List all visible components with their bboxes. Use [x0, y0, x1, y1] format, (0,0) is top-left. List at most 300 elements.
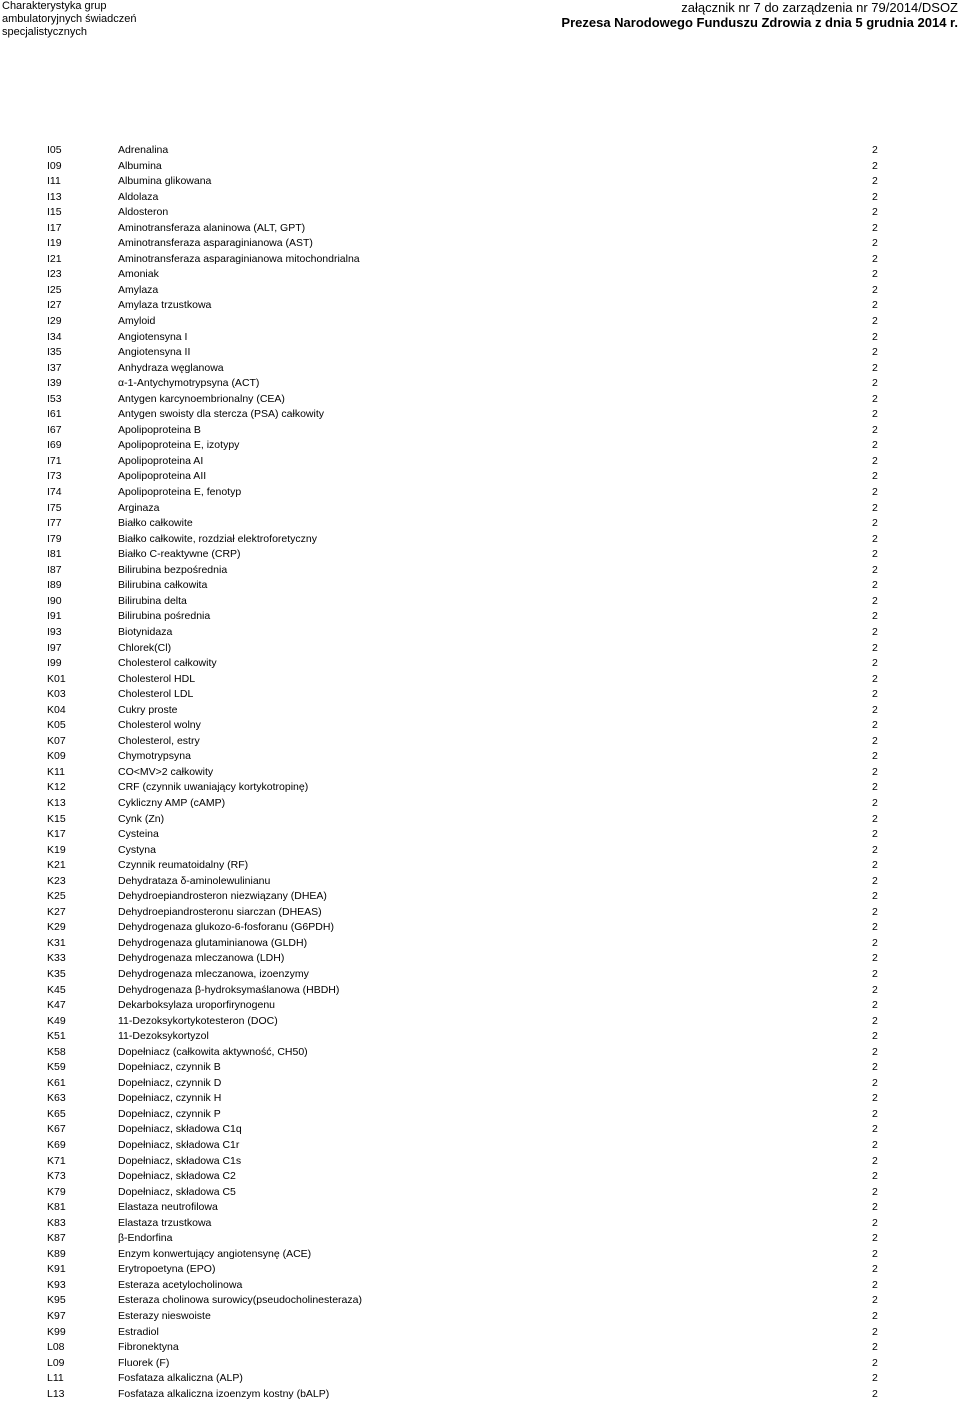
item-code: K23 [47, 874, 66, 887]
item-name: Amylaza trzustkowa [118, 299, 212, 312]
item-code: K04 [47, 703, 66, 716]
list-item [0, 874, 960, 890]
item-code: K83 [47, 1216, 66, 1229]
list-item [0, 998, 960, 1014]
item-code: K99 [47, 1325, 66, 1338]
item-value: 2 [872, 206, 878, 219]
item-name: Albumina [118, 159, 162, 172]
item-code: I37 [47, 361, 62, 374]
item-value: 2 [872, 1278, 878, 1291]
list-item [0, 594, 960, 610]
item-name: Cystyna [118, 843, 156, 856]
item-value: 2 [872, 377, 878, 390]
item-code: K93 [47, 1278, 66, 1291]
item-value: 2 [872, 828, 878, 841]
list-item [0, 190, 960, 206]
item-value: 2 [872, 346, 878, 359]
item-name: Dopełniacz, czynnik D [118, 1076, 222, 1089]
list-item [0, 796, 960, 812]
item-value: 2 [872, 610, 878, 623]
list-item [0, 1387, 960, 1403]
item-code: K45 [47, 983, 66, 996]
item-value: 2 [872, 1310, 878, 1323]
item-value: 2 [872, 625, 878, 638]
list-item [0, 314, 960, 330]
item-value: 2 [872, 1123, 878, 1136]
list-item [0, 454, 960, 470]
item-code: I17 [47, 221, 62, 234]
item-code: K01 [47, 672, 66, 685]
item-code: I25 [47, 283, 62, 296]
list-item [0, 672, 960, 688]
list-item [0, 330, 960, 346]
item-code: K58 [47, 1045, 66, 1058]
item-name: Apolipoproteina E, fenotyp [118, 486, 242, 499]
item-code: K27 [47, 905, 66, 918]
item-code: I15 [47, 206, 62, 219]
item-name: Białko całkowite [118, 517, 193, 530]
item-code: I29 [47, 315, 62, 328]
item-value: 2 [872, 330, 878, 343]
item-value: 2 [872, 423, 878, 436]
list-item [0, 858, 960, 874]
list-item [0, 625, 960, 641]
list-item [0, 205, 960, 221]
item-name: Aminotransferaza alaninowa (ALT, GPT) [118, 221, 306, 234]
item-name: Apolipoproteina B [118, 423, 201, 436]
item-name: Czynnik reumatoidalny (RF) [118, 859, 249, 872]
list-item [0, 734, 960, 750]
item-name: β-Endorfina [118, 1232, 173, 1245]
item-code: L13 [47, 1387, 65, 1400]
item-value: 2 [872, 921, 878, 934]
item-name: Dehydrogenaza β-hydroksymaślanowa (HBDH) [118, 983, 340, 996]
item-value: 2 [872, 439, 878, 452]
list-item [0, 159, 960, 175]
list-item [0, 765, 960, 781]
list-item [0, 1371, 960, 1387]
item-name: 11-Dezoksykortyzol [118, 1030, 209, 1043]
item-value: 2 [872, 1092, 878, 1105]
item-name: Cholesterol LDL [118, 688, 194, 701]
list-item [0, 563, 960, 579]
item-value: 2 [872, 936, 878, 949]
item-name: Dehydroepiandrosteronu siarczan (DHEAS) [118, 905, 322, 918]
item-code: K49 [47, 1014, 66, 1027]
item-code: K81 [47, 1201, 66, 1214]
item-code: I19 [47, 237, 62, 250]
item-code: K61 [47, 1076, 66, 1089]
annex-reference: załącznik nr 7 do zarządzenia nr 79/2014/DSOZ [681, 0, 958, 15]
list-item [0, 951, 960, 967]
item-name: Dekarboksylaza uroporfirynogenu [118, 999, 276, 1012]
item-value: 2 [872, 1356, 878, 1369]
item-name: Dehydrogenaza mleczanowa (LDH) [118, 952, 285, 965]
item-name: Albumina glikowana [118, 175, 212, 188]
list-item [0, 687, 960, 703]
item-value: 2 [872, 563, 878, 576]
item-code: I73 [47, 470, 62, 483]
item-code: I99 [47, 657, 62, 670]
item-value: 2 [872, 1185, 878, 1198]
item-name: Dopełniacz, czynnik H [118, 1092, 222, 1105]
item-name: Angiotensyna II [118, 346, 191, 359]
item-name: Dopełniacz, składowa C1r [118, 1139, 240, 1151]
list-item [0, 889, 960, 905]
item-code: I23 [47, 268, 62, 281]
list-item [0, 1060, 960, 1076]
document-header-right [561, 0, 958, 30]
item-code: K33 [47, 952, 66, 965]
item-name: Apolipoproteina AII [118, 470, 207, 483]
item-code: K87 [47, 1232, 66, 1245]
item-value: 2 [872, 1372, 878, 1385]
list-item [0, 812, 960, 828]
item-code: K47 [47, 999, 66, 1012]
item-name: Dopełniacz, czynnik B [118, 1061, 221, 1074]
item-name: Apolipoproteina AI [118, 454, 204, 467]
item-code: L08 [47, 1341, 65, 1354]
list-item [0, 1185, 960, 1201]
item-name: 11-Dezoksykortykotesteron (DOC) [118, 1014, 278, 1027]
item-value: 2 [872, 470, 878, 483]
item-code: K67 [47, 1123, 66, 1136]
item-name: Amyloid [118, 315, 156, 328]
item-code: K91 [47, 1263, 66, 1276]
list-item [0, 780, 960, 796]
list-item [0, 221, 960, 237]
item-value: 2 [872, 905, 878, 918]
item-name: Amoniak [118, 268, 159, 281]
item-value: 2 [872, 190, 878, 203]
list-item [0, 936, 960, 952]
item-name: Adrenalina [118, 144, 169, 156]
item-code: K35 [47, 967, 66, 980]
item-name: Antygen karcynoembrionalny (CEA) [118, 392, 285, 405]
item-code: I67 [47, 423, 62, 436]
item-name: Esterazy nieswoiste [118, 1310, 211, 1323]
list-item [0, 1247, 960, 1263]
item-value: 2 [872, 1061, 878, 1074]
item-name: Aminotransferaza asparaginianowa (AST) [118, 237, 313, 250]
item-code: K05 [47, 719, 66, 732]
item-value: 2 [872, 983, 878, 996]
item-code: K19 [47, 843, 66, 856]
item-code: K65 [47, 1107, 66, 1120]
list-item [0, 143, 960, 159]
item-value: 2 [872, 1170, 878, 1183]
item-name: Elastaza neutrofilowa [118, 1201, 218, 1214]
item-name: Dopełniacz, składowa C1s [118, 1154, 242, 1167]
list-item [0, 1216, 960, 1232]
item-code: I39 [47, 377, 62, 390]
item-value: 2 [872, 1154, 878, 1167]
item-name: Elastaza trzustkowa [118, 1216, 212, 1229]
item-name: Cysteina [118, 828, 159, 841]
list-item [0, 547, 960, 563]
item-name: Antygen swoisty dla stercza (PSA) całkowity [118, 408, 324, 421]
item-code: I77 [47, 517, 62, 530]
item-code: K11 [47, 765, 65, 778]
list-item [0, 1356, 960, 1372]
item-name: Chymotrypsyna [118, 750, 191, 763]
item-code: I35 [47, 346, 62, 359]
item-value: 2 [872, 1232, 878, 1245]
item-name: Anhydraza węglanowa [118, 361, 224, 374]
list-item [0, 1293, 960, 1309]
list-item [0, 532, 960, 548]
item-name: Dopełniacz, czynnik P [118, 1107, 221, 1120]
item-code: K31 [47, 936, 66, 949]
list-item [0, 438, 960, 454]
list-item [0, 843, 960, 859]
item-name: Fibronektyna [118, 1341, 179, 1354]
item-code: I93 [47, 625, 62, 638]
list-item [0, 423, 960, 439]
item-value: 2 [872, 532, 878, 545]
item-value: 2 [872, 579, 878, 592]
list-item [0, 827, 960, 843]
item-name: Dehydrogenaza glutaminianowa (GLDH) [118, 936, 308, 949]
item-value: 2 [872, 1216, 878, 1229]
item-code: I53 [47, 392, 62, 405]
item-value: 2 [872, 268, 878, 281]
header-left-line: ambulatoryjnych świadczeń [2, 13, 137, 25]
item-code: I13 [47, 190, 62, 203]
header-left-line: specjalistycznych [2, 26, 87, 38]
list-item [0, 407, 960, 423]
item-value: 2 [872, 548, 878, 561]
item-code: I89 [47, 579, 62, 592]
list-item [0, 267, 960, 283]
item-code: K89 [47, 1247, 66, 1260]
item-code: I81 [47, 548, 62, 561]
item-code: K95 [47, 1294, 66, 1307]
item-value: 2 [872, 734, 878, 747]
item-value: 2 [872, 967, 878, 980]
list-item [0, 1325, 960, 1341]
item-value: 2 [872, 999, 878, 1012]
item-code: I11 [47, 175, 61, 188]
item-code: K12 [47, 781, 66, 794]
list-item [0, 485, 960, 501]
item-name: Estradiol [118, 1325, 159, 1338]
item-name: Aldosteron [118, 206, 169, 219]
item-name: Cholesterol HDL [118, 672, 196, 685]
item-code: K51 [47, 1030, 66, 1043]
item-name: Esteraza cholinowa surowicy(pseudocholinesteraza) [118, 1294, 362, 1307]
item-code: K63 [47, 1092, 66, 1105]
item-code: I97 [47, 641, 62, 654]
item-code: K17 [47, 828, 66, 841]
item-value: 2 [872, 641, 878, 654]
item-code: K71 [47, 1154, 66, 1167]
item-value: 2 [872, 144, 878, 156]
item-name: Fosfataza alkaliczna (ALP) [118, 1372, 243, 1385]
item-name: Aminotransferaza asparaginianowa mitochondrialna [118, 252, 360, 265]
item-name: Erytropoetyna (EPO) [118, 1263, 216, 1276]
item-value: 2 [872, 252, 878, 265]
item-name: Amylaza [118, 283, 159, 296]
list-item [0, 1340, 960, 1356]
list-item [0, 578, 960, 594]
item-code: L09 [47, 1356, 65, 1369]
item-code: I71 [47, 454, 62, 467]
item-name: Angiotensyna I [118, 330, 188, 343]
item-value: 2 [872, 159, 878, 172]
item-name: Enzym konwertujący angiotensynę (ACE) [118, 1247, 312, 1260]
item-name: Chlorek(Cl) [118, 641, 172, 654]
item-name: Apolipoproteina E, izotypy [118, 439, 240, 452]
list-item [0, 983, 960, 999]
item-value: 2 [872, 812, 878, 825]
item-value: 2 [872, 657, 878, 670]
list-item [0, 298, 960, 314]
item-value: 2 [872, 1325, 878, 1338]
procedure-list [0, 143, 960, 1402]
list-item [0, 1231, 960, 1247]
item-code: I87 [47, 563, 62, 576]
item-code: L11 [47, 1372, 64, 1385]
item-code: I91 [47, 610, 62, 623]
item-name: Cholesterol, estry [118, 734, 200, 747]
list-item [0, 345, 960, 361]
item-value: 2 [872, 859, 878, 872]
item-code: I69 [47, 439, 62, 452]
item-name: Cykliczny AMP (cAMP) [118, 796, 226, 809]
item-value: 2 [872, 175, 878, 188]
list-item [0, 516, 960, 532]
item-code: K07 [47, 734, 66, 747]
item-code: I05 [47, 144, 62, 156]
item-value: 2 [872, 1387, 878, 1400]
item-value: 2 [872, 361, 878, 374]
item-name: Aldolaza [118, 190, 159, 203]
list-item [0, 1029, 960, 1045]
item-value: 2 [872, 408, 878, 421]
item-value: 2 [872, 688, 878, 701]
list-item [0, 967, 960, 983]
item-name: Dopełniacz (całkowita aktywność, CH50) [118, 1045, 308, 1058]
item-value: 2 [872, 672, 878, 685]
item-value: 2 [872, 874, 878, 887]
item-value: 2 [872, 781, 878, 794]
item-code: I74 [47, 486, 62, 499]
list-item [0, 641, 960, 657]
item-name: Białko C-reaktywne (CRP) [118, 548, 241, 561]
list-item [0, 1107, 960, 1123]
list-item [0, 392, 960, 408]
item-code: K29 [47, 921, 66, 934]
item-code: K69 [47, 1139, 66, 1151]
item-value: 2 [872, 237, 878, 250]
item-value: 2 [872, 1014, 878, 1027]
list-item [0, 749, 960, 765]
item-value: 2 [872, 843, 878, 856]
item-code: I21 [47, 252, 62, 265]
list-item [0, 1014, 960, 1030]
item-name: Arginaza [118, 501, 160, 514]
item-value: 2 [872, 1107, 878, 1120]
item-name: Esteraza acetylocholinowa [118, 1278, 243, 1291]
list-item [0, 1154, 960, 1170]
item-code: I09 [47, 159, 62, 172]
item-value: 2 [872, 890, 878, 903]
item-code: K21 [47, 859, 66, 872]
item-name: Dehydrogenaza mleczanowa, izoenzymy [118, 967, 309, 980]
list-item [0, 236, 960, 252]
list-item [0, 656, 960, 672]
item-value: 2 [872, 1341, 878, 1354]
issuer-line: Prezesa Narodowego Funduszu Zdrowia z dnia 5 grudnia 2014 r. [561, 15, 958, 30]
item-code: K09 [47, 750, 66, 763]
item-name: Bilirubina pośrednia [118, 610, 211, 623]
item-value: 2 [872, 486, 878, 499]
item-code: I61 [47, 408, 62, 421]
list-item [0, 1309, 960, 1325]
item-value: 2 [872, 1030, 878, 1043]
item-code: I79 [47, 532, 62, 545]
list-item [0, 501, 960, 517]
list-item [0, 703, 960, 719]
item-code: K25 [47, 890, 66, 903]
item-value: 2 [872, 501, 878, 514]
item-name: Cukry proste [118, 703, 178, 716]
item-name: Biotynidaza [118, 625, 173, 638]
item-name: Cholesterol wolny [118, 719, 201, 732]
item-value: 2 [872, 315, 878, 328]
item-code: I27 [47, 299, 62, 312]
item-value: 2 [872, 765, 878, 778]
item-value: 2 [872, 1294, 878, 1307]
item-value: 2 [872, 1201, 878, 1214]
item-name: Dopełniacz, składowa C1q [118, 1123, 242, 1136]
list-item [0, 1076, 960, 1092]
item-code: K79 [47, 1185, 66, 1198]
item-code: I75 [47, 501, 62, 514]
item-value: 2 [872, 517, 878, 530]
item-value: 2 [872, 392, 878, 405]
item-name: CO<MV>2 całkowity [118, 765, 214, 778]
item-value: 2 [872, 1076, 878, 1089]
item-code: I34 [47, 330, 62, 343]
item-value: 2 [872, 1247, 878, 1260]
list-item [0, 1278, 960, 1294]
item-code: K15 [47, 812, 66, 825]
list-item [0, 174, 960, 190]
item-name: Fosfataza alkaliczna izoenzym kostny (bALP) [118, 1387, 330, 1400]
item-name: Fluorek (F) [118, 1356, 170, 1369]
list-item [0, 1200, 960, 1216]
list-item [0, 718, 960, 734]
item-name: CRF (czynnik uwaniający kortykotropinę) [118, 781, 309, 794]
item-value: 2 [872, 719, 878, 732]
list-item [0, 1122, 960, 1138]
item-value: 2 [872, 796, 878, 809]
list-item [0, 252, 960, 268]
item-name: Bilirubina delta [118, 594, 187, 607]
item-value: 2 [872, 299, 878, 312]
item-value: 2 [872, 454, 878, 467]
item-name: Bilirubina bezpośrednia [118, 563, 228, 576]
item-name: Dehydrataza δ-aminolewulinianu [118, 874, 271, 887]
item-code: K73 [47, 1170, 66, 1183]
item-value: 2 [872, 1139, 878, 1151]
item-value: 2 [872, 952, 878, 965]
list-item [0, 920, 960, 936]
item-name: Bilirubina całkowita [118, 579, 208, 592]
item-name: Dopełniacz, składowa C2 [118, 1170, 236, 1183]
